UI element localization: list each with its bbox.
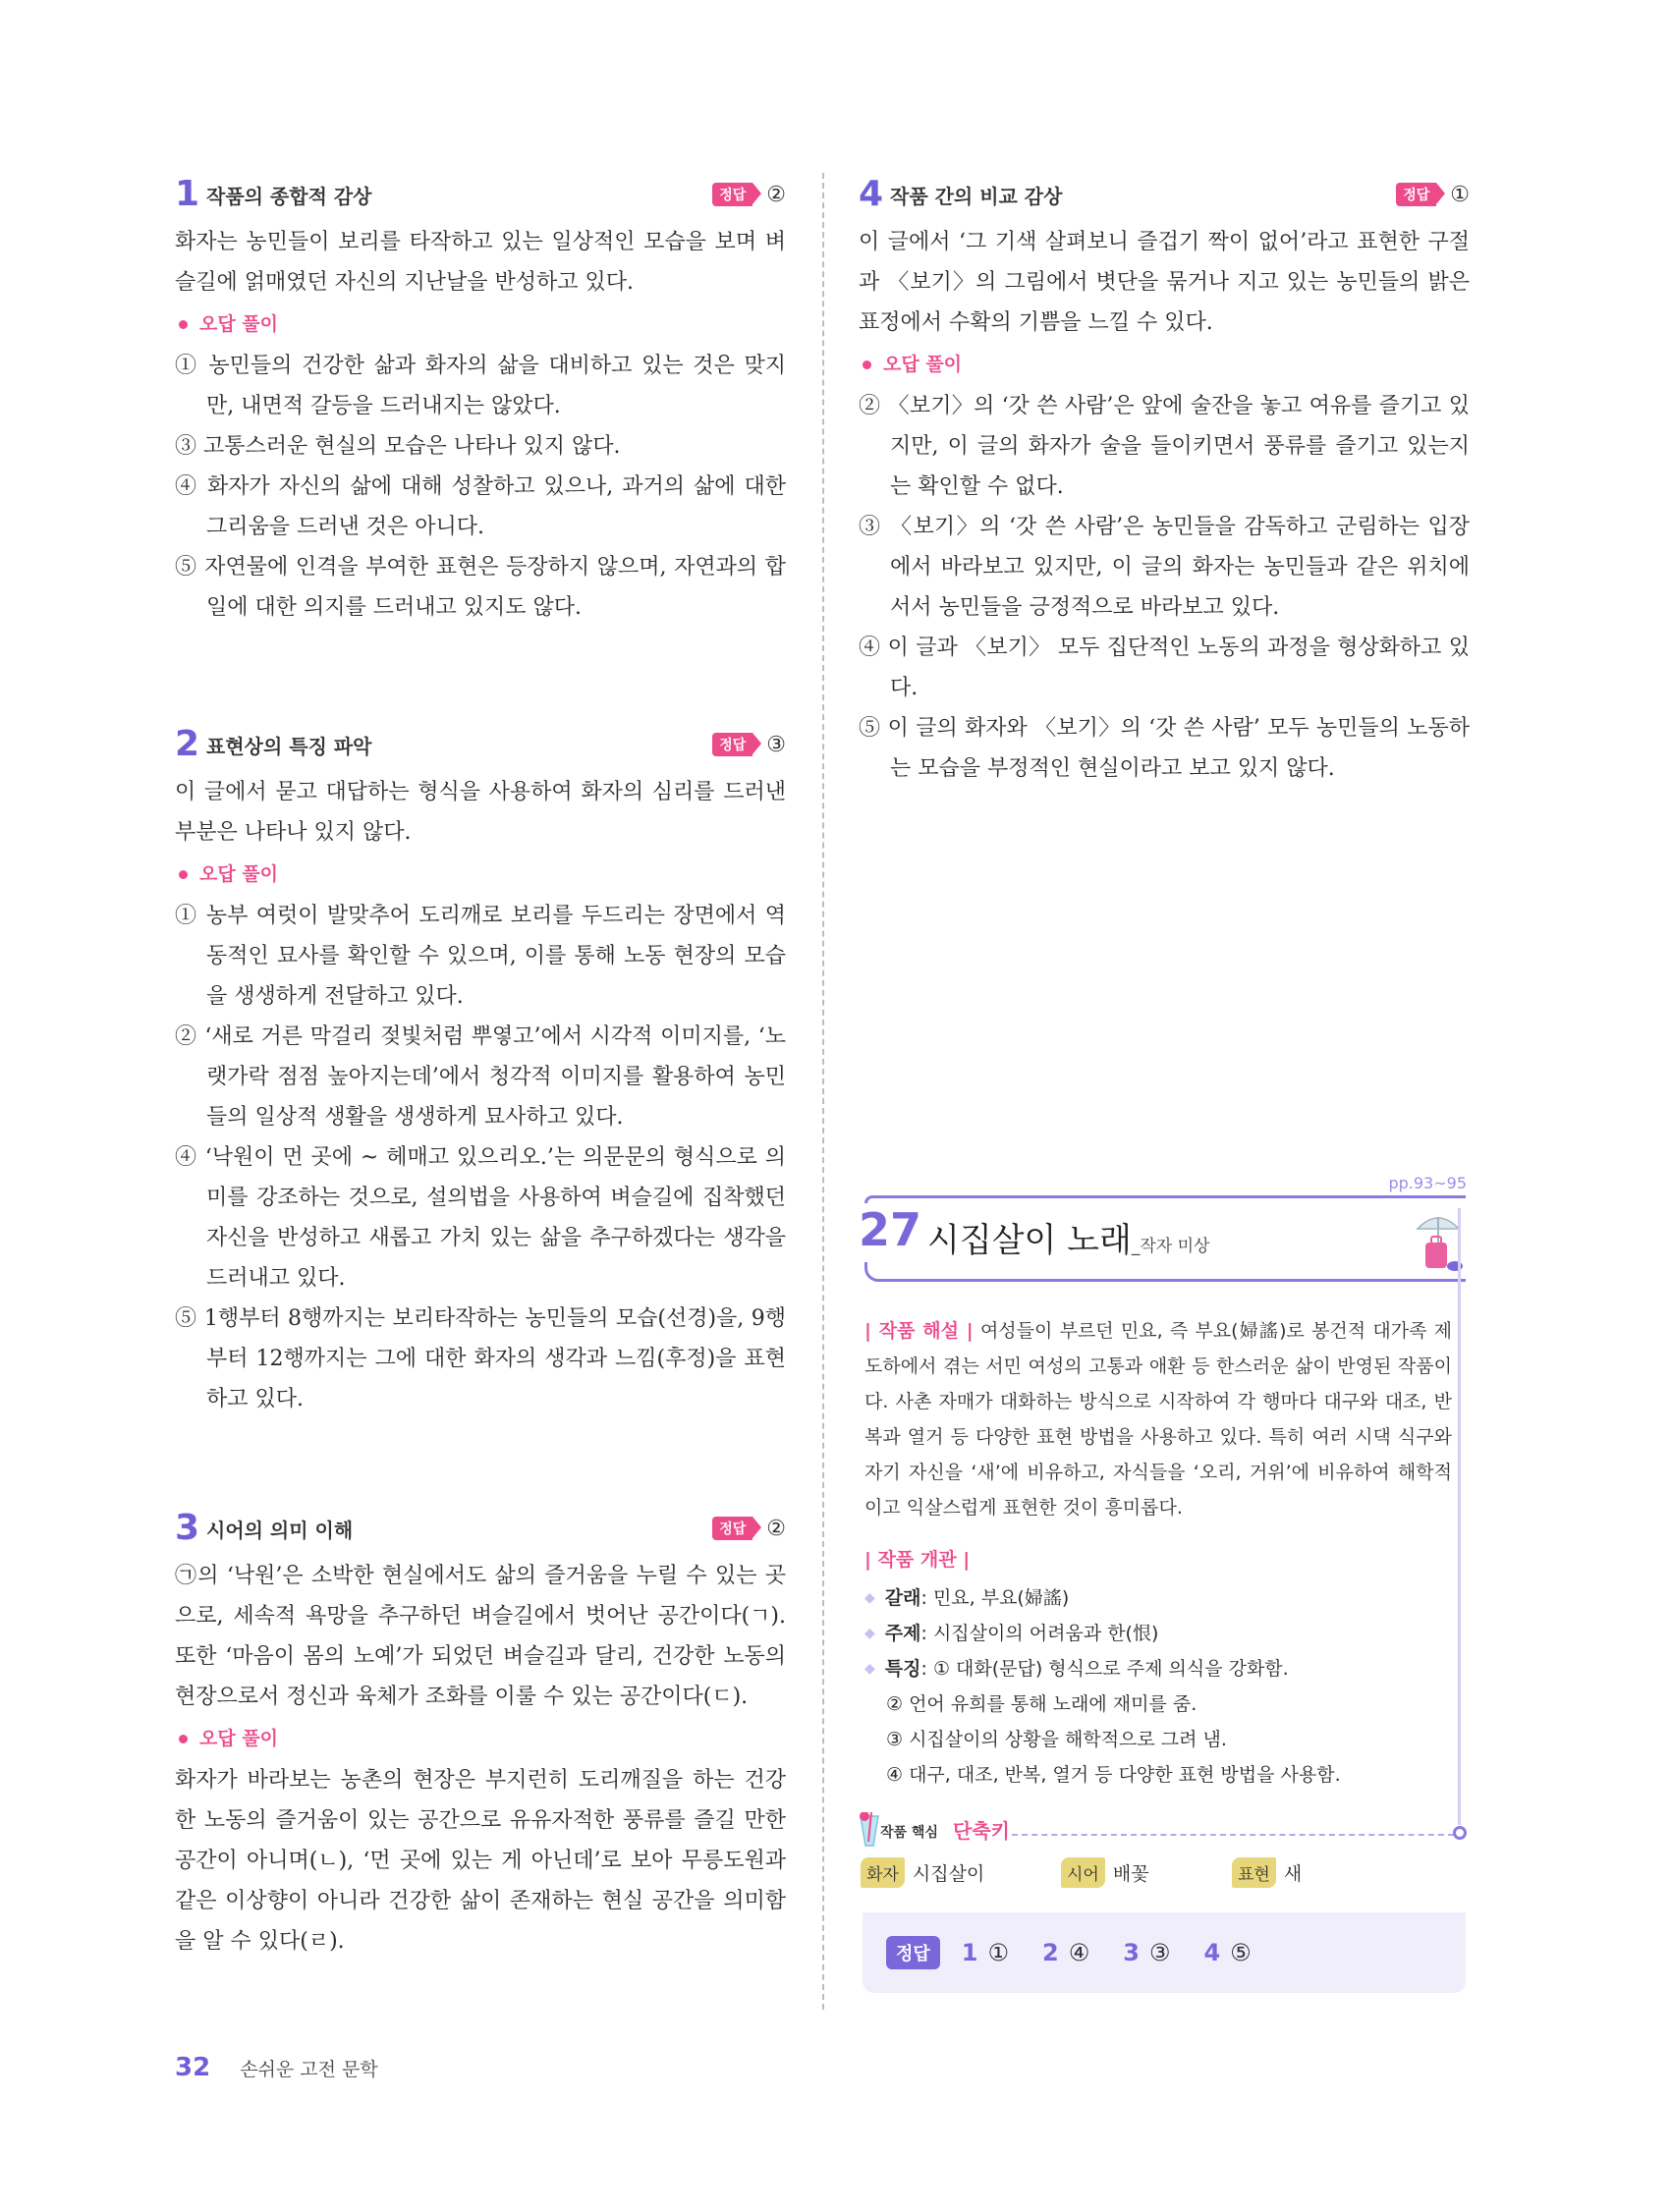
work-description <box>864 1313 1452 1525</box>
diamond-bullet-icon: ◆ <box>864 1661 875 1677</box>
answer-tag: 정답 <box>1396 183 1436 206</box>
list-item: ② ‘새로 거른 막걸리 젖빛처럼 뿌옇고’에서 시각적 이미지를, ‘노랫가락 점점 높아지는데’에서 청각적 이미지를 활용하여 농민들의 일상적 생활을 생생하게 묘사하고 있다. <box>175 1024 786 1130</box>
wrong-answer-list <box>859 386 1470 789</box>
list-item: ④ ‘낙원이 먼 곳에 ~ 헤매고 있으리오.’는 의문문의 형식으로 의미를 강조하는 것으로, 설의법을 사용하여 벼슬길에 집착했던 자신을 반성하고 새롭고 가치 있는 삶을 추구하겠다는 생각을 드러내고 있다. <box>175 1145 786 1291</box>
answer-value: ② <box>766 182 786 207</box>
work-summary-box <box>859 1174 1473 2018</box>
answer-badge <box>1396 183 1470 207</box>
list-item: ① 농부 여럿이 발맞추어 도리깨로 보리를 두드리는 장면에서 역동적인 묘사를 확인할 수 있으며, 이를 통해 노동 현장의 모습을 생생하게 전달하고 있다. <box>175 904 786 1009</box>
shortcut-keys <box>861 1852 1450 1895</box>
wrong-answer-label: 오답 풀이 <box>199 1728 279 1749</box>
shortcut-key-small-label: 작품 핵심 <box>880 1825 938 1841</box>
bullet-dot-icon <box>179 870 188 879</box>
answer-item <box>1123 1939 1170 1966</box>
shortcut-key-header <box>859 1812 1473 1852</box>
shortcut-key-label: 단축키 <box>953 1819 1010 1843</box>
section-4 <box>859 173 1470 789</box>
key-pair <box>861 1857 984 1888</box>
wrong-answer-label: 오답 풀이 <box>199 313 279 335</box>
overview-genre <box>864 1580 1454 1616</box>
description-text: 여성들이 부르던 민요, 즉 부요(婦謠)로 봉건적 대가족 제도하에서 겪는 서민 여성의 고통과 애환 등 한스러운 삶이 반영된 작품이다. 사촌 자매가 대화하는 방식으로 시작하여 각 행마다 대구와 대조, 반복과 열거 등 다양한 표현 방법을 사용하고 있다. 특히 여러 시댁 식구와 자기 자신을 ‘새’에 비유하고, 자식들을 ‘오리, 거위’에 비유하여 해학적이고 익살스럽게 표현한 것이 흥미롭다. <box>864 1320 1453 1519</box>
answer-value: ① <box>1450 182 1470 207</box>
wrong-answer-heading <box>175 304 786 344</box>
page-number: 32 <box>175 2053 211 2082</box>
section-header <box>175 173 786 216</box>
section-2 <box>175 723 786 1419</box>
work-overview <box>864 1580 1454 1793</box>
answer-badge <box>712 1517 786 1541</box>
answer-tag: 정답 <box>712 183 752 206</box>
answer-number: 4 <box>1203 1939 1221 1966</box>
section-header <box>859 173 1470 216</box>
list-item: ⑤ 1행부터 8행까지는 보리타작하는 농민들의 모습(선경)을, 9행부터 12행까지는 그에 대한 화자의 생각과 느낌(후정)을 표현하고 있다. <box>175 1306 786 1411</box>
page-footer <box>175 2053 378 2082</box>
list-item: ① 농민들의 건강한 삶과 화자의 삶을 대비하고 있는 것은 맞지만, 내면적 갈등을 드러내지는 않았다. <box>175 354 786 418</box>
bullet-dot-icon <box>863 360 871 369</box>
diamond-bullet-icon: ◆ <box>864 1590 875 1606</box>
parasol-luggage-icon <box>1412 1207 1465 1276</box>
column-divider <box>822 173 824 2010</box>
list-item: ③ 고통스러운 현실의 모습은 나타나 있지 않다. <box>175 434 621 459</box>
answer-item <box>1203 1939 1251 1966</box>
diamond-bullet-icon: ◆ <box>864 1626 875 1641</box>
key-tag: 시어 <box>1061 1857 1105 1888</box>
section-title: 작품의 종합적 감상 <box>206 184 372 208</box>
section-3 <box>175 1507 786 1962</box>
list-item: ④ 화자가 자신의 삶에 대해 성찰하고 있으나, 과거의 삶에 대한 그리움을 드러낸 것은 아니다. <box>175 474 786 539</box>
overview-key: 주제 <box>884 1623 921 1644</box>
answer-choice: ⑤ <box>1230 1939 1252 1966</box>
work-number: 27 <box>859 1203 929 1256</box>
answer-item <box>1042 1939 1089 1966</box>
overview-label: | 작품 개관 | <box>864 1549 971 1571</box>
answer-badge <box>712 183 786 207</box>
overview-value: : 시집살이의 어려움과 한(恨) <box>920 1623 1159 1644</box>
wrong-answer-heading <box>859 345 1470 384</box>
list-item: ③ 〈보기〉의 ‘갓 쓴 사람’은 농민들을 감독하고 군림하는 입장에서 바라보고 있지만, 이 글의 화자는 농민들과 같은 위치에 서서 농민들을 긍정적으로 바라보고 있다. <box>859 515 1470 620</box>
wrong-answer-list <box>175 346 786 628</box>
section-body: 화자는 농민들이 보리를 타작하고 있는 일상적인 모습을 보며 벼슬길에 얽매였던 자신의 지난날을 반성하고 있다. <box>175 230 786 295</box>
answer-choice: ① <box>987 1939 1009 1966</box>
answer-choice: ③ <box>1148 1939 1171 1966</box>
work-author: _작자 미상 <box>1131 1237 1210 1256</box>
key-value: 시집살이 <box>912 1863 985 1885</box>
key-pair <box>1232 1857 1302 1888</box>
answer-tag: 정답 <box>712 1517 752 1540</box>
box-side-line <box>1458 1208 1461 1825</box>
answer-choice: ④ <box>1068 1939 1090 1966</box>
section-number: 4 <box>859 174 884 214</box>
overview-key: 특징 <box>884 1658 921 1680</box>
frame-top <box>864 1195 1466 1203</box>
list-item: ② 〈보기〉의 ‘갓 쓴 사람’은 앞에 술잔을 놓고 여유를 즐기고 있지만, 이 글의 화자가 술을 들이키면서 풍류를 즐기고 있는지는 확인할 수 없다. <box>859 394 1470 499</box>
drink-icon <box>859 1812 880 1853</box>
answer-number: 2 <box>1042 1939 1059 1966</box>
answer-badge <box>712 733 786 757</box>
wrong-answer-label: 오답 풀이 <box>199 863 279 885</box>
list-item: ④ 이 글과 〈보기〉 모두 집단적인 노동의 과정을 형상화하고 있다. <box>859 636 1470 700</box>
wrong-answer-list <box>175 896 786 1419</box>
section-body: 이 글에서 묻고 대답하는 형식을 사용하여 화자의 심리를 드러낸 부분은 나타나 있지 않다. <box>175 780 786 845</box>
section-1 <box>175 173 786 628</box>
answer-summary-label: 정답 <box>886 1936 940 1969</box>
work-title: 시집살이 노래 <box>927 1221 1132 1260</box>
answer-value: ③ <box>766 732 786 757</box>
bullet-dot-icon <box>179 320 188 329</box>
key-tag: 표현 <box>1232 1857 1276 1888</box>
section-body: ㉠의 ‘낙원’은 소박한 현실에서도 삶의 즐거움을 누릴 수 있는 곳으로, 세속적 욕망을 추구하던 벼슬길에서 벗어난 공간이다(ㄱ). 또한 ‘마음이 몸의 노예’가 되었던 벼슬길과 달리, 건강한 노동의 현장으로서 정신과 육체가 조화를 이룰 수 있는 공간이다(ㄷ). <box>175 1564 786 1709</box>
overview-value: : ① 대화(문답) 형식으로 주제 의식을 강화함. <box>920 1658 1289 1680</box>
frame-bottom <box>864 1262 1466 1282</box>
bullet-dot-icon <box>179 1735 188 1743</box>
overview-key: 갈래 <box>884 1587 921 1609</box>
answer-number: 3 <box>1123 1939 1140 1966</box>
answer-item <box>962 1939 1009 1966</box>
section-number: 3 <box>175 1508 200 1548</box>
overview-feature-item: ③ 시집살이의 상황을 해학적으로 그려 냄. <box>886 1729 1227 1750</box>
section-number: 1 <box>175 174 200 214</box>
section-number: 2 <box>175 724 200 764</box>
book-title: 손쉬운 고전 문학 <box>240 2059 378 2080</box>
overview-feature <box>864 1651 1454 1687</box>
key-value: 새 <box>1283 1863 1303 1885</box>
key-pair <box>1061 1857 1149 1888</box>
wrong-answer-body: 화자가 바라보는 농촌의 현장은 부지런히 도리깨질을 하는 건강한 노동의 즐거움이 있는 공간으로 유유자적한 풍류를 즐길 만한 공간이 아니며(ㄴ), ‘먼 곳에 있는 게 아닌데’로 보아 무릉도원과 같은 이상향이 아니라 건강한 삶이 존재하는 현실 공간을 의미함을 알 수 있다(ㄹ). <box>175 1768 786 1954</box>
list-item: ⑤ 자연물에 인격을 부여한 표현은 등장하지 않으며, 자연과의 합일에 대한 의지를 드러내고 있지도 않다. <box>175 555 786 620</box>
section-header <box>175 1507 786 1550</box>
overview-theme <box>864 1616 1454 1651</box>
dashed-rule <box>1012 1834 1454 1836</box>
section-body: 이 글에서 ‘그 기색 살펴보니 즐겁기 짝이 없어’라고 표현한 구절과 〈보기〉의 그림에서 볏단을 묶거나 지고 있는 농민들의 밝은 표정에서 수확의 기쁨을 느낄 수 있다. <box>859 230 1470 335</box>
description-label: | 작품 해설 | <box>864 1320 974 1342</box>
answer-tag: 정답 <box>712 733 752 756</box>
key-tag: 화자 <box>861 1857 905 1888</box>
section-title: 시어의 의미 이해 <box>206 1518 354 1542</box>
wrong-answer-label: 오답 풀이 <box>883 354 963 375</box>
answer-summary <box>863 1912 1466 1993</box>
list-item: ⑤ 이 글의 화자와 〈보기〉의 ‘갓 쓴 사람’ 모두 농민들의 노동하는 모습을 부정적인 현실이라고 보고 있지 않다. <box>859 716 1470 781</box>
page-range: pp.93~95 <box>1388 1174 1467 1192</box>
wrong-answer-heading <box>175 1719 786 1758</box>
work-title-line <box>927 1213 1209 1261</box>
section-header <box>175 723 786 766</box>
section-title: 작품 간의 비교 감상 <box>890 184 1063 208</box>
wrong-answer-heading <box>175 855 786 894</box>
circle-end-icon <box>1453 1826 1467 1840</box>
section-title: 표현상의 특징 파악 <box>206 734 372 758</box>
overview-feature-item: ② 언어 유희를 통해 노래에 재미를 줌. <box>886 1693 1198 1715</box>
key-value: 배꽃 <box>1112 1863 1149 1885</box>
answer-number: 1 <box>961 1939 978 1966</box>
answer-value: ② <box>766 1516 786 1541</box>
overview-feature-item: ④ 대구, 대조, 반복, 열거 등 다양한 표현 방법을 사용함. <box>886 1764 1341 1786</box>
overview-value: : 민요, 부요(婦謠) <box>920 1587 1070 1609</box>
